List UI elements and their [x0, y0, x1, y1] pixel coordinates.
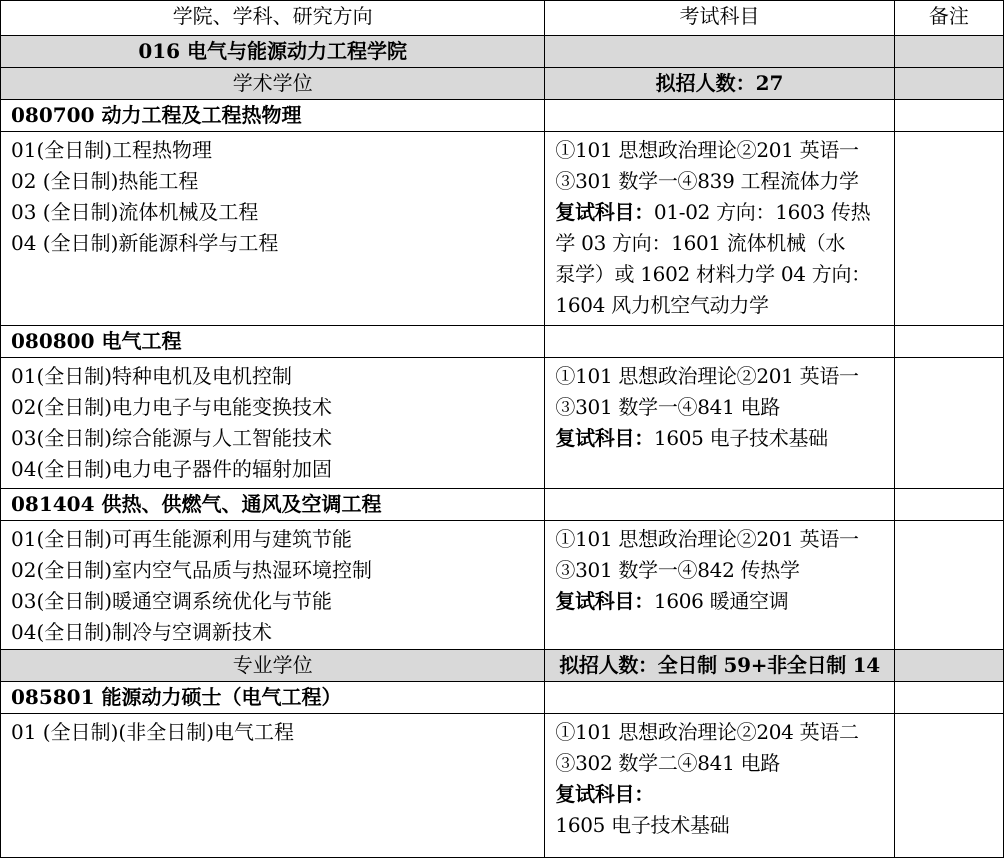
- direction-item: 01(全日制)特种电机及电机控制: [11, 364, 293, 388]
- academic-notes-cell: [894, 68, 1003, 100]
- direction-item: 04(全日制)电力电子器件的辐射加固: [11, 457, 333, 481]
- exam-line: ③301 数学一④839 工程流体力学: [555, 169, 859, 193]
- exam-subjects: [545, 358, 894, 489]
- header-col-discipline: 学院、学科、研究方向: [1, 1, 545, 36]
- retest-text: 1606 暖通空调: [653, 589, 789, 613]
- program-code-name: 080800 电气工程: [1, 326, 545, 358]
- exam-subjects: [545, 132, 894, 326]
- program-details-row: [1, 358, 1004, 489]
- program-heading-row: [1, 100, 1004, 132]
- program-heading-row: [1, 489, 1004, 521]
- college-notes-cell: [894, 36, 1003, 68]
- empty-cell: [894, 682, 1003, 714]
- research-directions: [1, 358, 545, 489]
- college-row: [1, 36, 1004, 68]
- exam-subjects: [545, 521, 894, 650]
- notes-cell: [894, 132, 1003, 326]
- program-code-name: 080700 动力工程及工程热物理: [1, 100, 545, 132]
- retest-text: 泵学）或 1602 材料力学 04 方向：: [555, 262, 871, 286]
- notes-cell: [894, 521, 1003, 650]
- direction-item: 03(全日制)综合能源与人工智能技术: [11, 426, 333, 450]
- college-name: 016 电气与能源动力工程学院: [1, 36, 545, 68]
- program-details-row: [1, 132, 1004, 326]
- retest-label: 复试科目：: [555, 200, 654, 224]
- program-heading-row: [1, 682, 1004, 714]
- professional-degree-row: [1, 650, 1004, 682]
- research-directions: [1, 132, 545, 326]
- empty-cell: [545, 100, 894, 132]
- program-heading-row: [1, 326, 1004, 358]
- exam-line: ①101 思想政治理论②201 英语一: [555, 364, 859, 388]
- empty-cell: [894, 100, 1003, 132]
- academic-quota: 拟招人数：27: [545, 68, 894, 100]
- college-exam-cell: [545, 36, 894, 68]
- retest-text: 学 03 方向：1601 流体机械（水: [555, 231, 846, 255]
- direction-item: 01(全日制)工程热物理: [11, 138, 213, 162]
- exam-line: ③302 数学二④841 电路: [555, 751, 780, 775]
- academic-degree-row: [1, 68, 1004, 100]
- program-details-row: [1, 714, 1004, 858]
- exam-subjects: [545, 714, 894, 858]
- direction-item: 03(全日制)暖通空调系统优化与节能: [11, 589, 333, 613]
- professional-degree-label: 专业学位: [1, 650, 545, 682]
- exam-line: ③301 数学一④841 电路: [555, 395, 780, 419]
- exam-line: ①101 思想政治理论②204 英语二: [555, 720, 859, 744]
- exam-line: ①101 思想政治理论②201 英语一: [555, 527, 859, 551]
- notes-cell: [894, 358, 1003, 489]
- header-col-exam: 考试科目: [545, 1, 894, 36]
- exam-line: ①101 思想政治理论②201 英语一: [555, 138, 859, 162]
- direction-item: 02 (全日制)热能工程: [11, 169, 199, 193]
- notes-cell: [894, 714, 1003, 858]
- program-code-name: 085801 能源动力硕士（电气工程）: [1, 682, 545, 714]
- empty-cell: [545, 326, 894, 358]
- research-directions: [1, 521, 545, 650]
- direction-item: 01 (全日制)(非全日制)电气工程: [11, 720, 295, 744]
- retest-text: 1605 电子技术基础: [653, 426, 828, 450]
- direction-item: 04(全日制)制冷与空调新技术: [11, 620, 273, 644]
- program-details-row: [1, 521, 1004, 650]
- empty-cell: [545, 682, 894, 714]
- retest-text: 01-02 方向：1603 传热: [653, 200, 871, 224]
- professional-notes-cell: [894, 650, 1003, 682]
- retest-label: 复试科目：: [555, 426, 654, 450]
- empty-cell: [894, 326, 1003, 358]
- table-header-row: [1, 1, 1004, 36]
- empty-cell: [894, 489, 1003, 521]
- direction-item: 02(全日制)室内空气品质与热湿环境控制: [11, 558, 373, 582]
- research-directions: [1, 714, 545, 858]
- exam-line: ③301 数学一④842 传热学: [555, 558, 800, 582]
- direction-item: 01(全日制)可再生能源利用与建筑节能: [11, 527, 353, 551]
- direction-item: 02(全日制)电力电子与电能变换技术: [11, 395, 333, 419]
- retest-label: 复试科目：: [555, 782, 654, 806]
- empty-cell: [545, 489, 894, 521]
- retest-label: 复试科目：: [555, 589, 654, 613]
- direction-item: 04 (全日制)新能源科学与工程: [11, 231, 279, 255]
- retest-text: 1605 电子技术基础: [555, 813, 730, 837]
- program-code-name: 081404 供热、供燃气、通风及空调工程: [1, 489, 545, 521]
- direction-item: 03 (全日制)流体机械及工程: [11, 200, 259, 224]
- retest-text: 1604 风力机空气动力学: [555, 293, 769, 317]
- academic-degree-label: 学术学位: [1, 68, 545, 100]
- professional-quota: 拟招人数：全日制 59+非全日制 14: [545, 650, 894, 682]
- header-col-notes: 备注: [894, 1, 1003, 36]
